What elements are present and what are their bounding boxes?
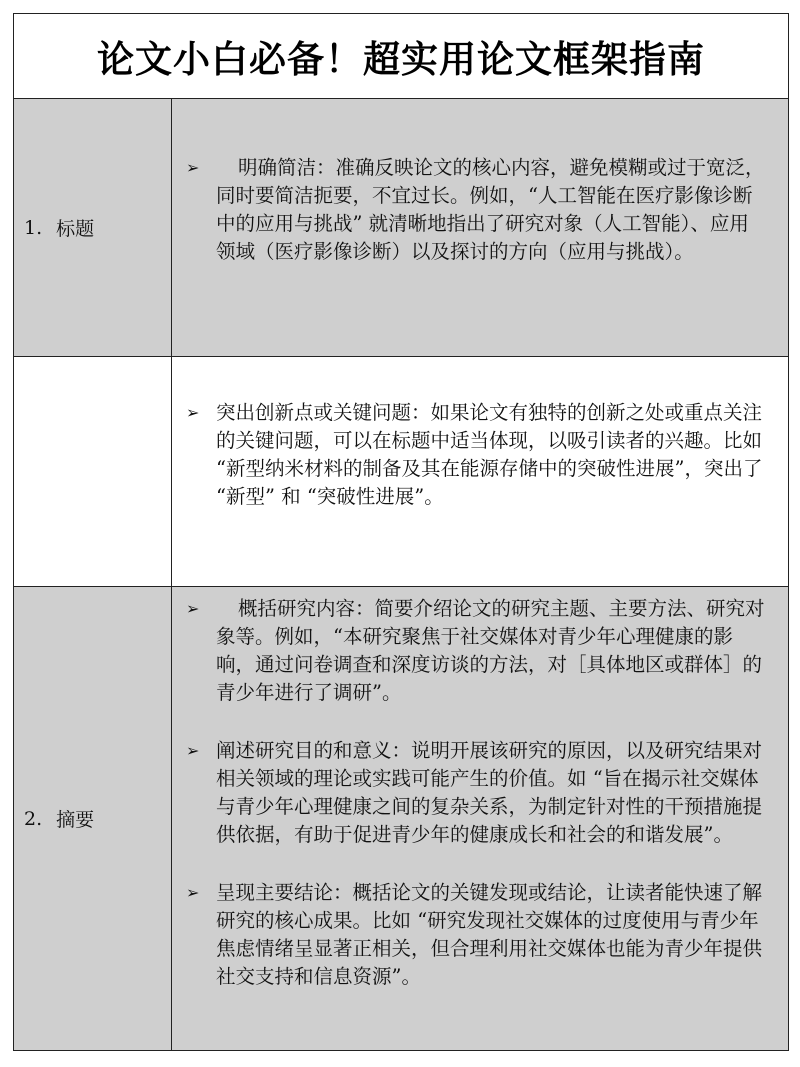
page-title: 论文小白必备！超实用论文框架指南 (14, 14, 788, 99)
section-number: 1. (24, 216, 43, 239)
list-item (186, 737, 768, 849)
arrow-bullet-icon: ➢ (186, 883, 200, 902)
bullet-text: 概括研究内容：简要介绍论文的研究主题、主要方法、研究对象等。例如，“本研究聚焦于社交媒体对青少年心理健康的影响，通过问卷调查和深度访谈的方法，对［具体地区或群体］的青少年进行了调研”。 (216, 597, 765, 704)
bullet-text: 呈现主要结论：概括论文的关键发现或结论，让读者能快速了解研究的核心成果。比如 “研究发现社交媒体的过度使用与青少年焦虑情绪呈显著正相关，但合理利用社交媒体也能为青少年提供社交支持和信息资源”。 (216, 881, 763, 988)
section-content (172, 99, 788, 356)
section-label (14, 587, 172, 1050)
arrow-bullet-icon: ➢ (186, 599, 200, 618)
table-row (14, 587, 788, 1050)
bullet-text: 阐述研究目的和意义：说明开展该研究的原因，以及研究结果对相关领域的理论或实践可能产生的价值。如 “旨在揭示社交媒体与青少年心理健康之间的复杂关系，为制定针对性的干预措施提供依据，有助于促进青少年的健康成长和社会的和谐发展”。 (216, 739, 763, 846)
table-row (14, 357, 788, 587)
section-number: 2. (24, 807, 43, 830)
list-item (186, 879, 768, 991)
section-title: 摘要 (56, 809, 95, 831)
bullet-text: 明确简洁：准确反映论文的核心内容，避免模糊或过于宽泛，同时要简洁扼要，不宜过长。例如，“人工智能在医疗影像诊断中的应用与挑战” 就清晰地指出了研究对象（人工智能）、应用领域（医疗影像诊断）以及探讨的方向（应用与挑战）。 (216, 156, 765, 263)
arrow-bullet-icon: ➢ (186, 158, 200, 177)
section-content (172, 357, 788, 586)
list-item (186, 154, 768, 266)
list-item (186, 399, 768, 511)
list-item (186, 595, 768, 707)
arrow-bullet-icon: ➢ (186, 403, 200, 422)
bullet-text: 突出创新点或关键问题：如果论文有独特的创新之处或重点关注的关键问题，可以在标题中适当体现，以吸引读者的兴趣。比如 “新型纳米材料的制备及其在能源存储中的突破性进展”，突出了 “新型” 和 “突破性进展”。 (216, 401, 763, 508)
table-row (14, 99, 788, 357)
section-content (172, 587, 788, 1050)
section-label (14, 357, 172, 586)
guide-table (13, 13, 789, 1051)
section-title: 标题 (56, 218, 95, 240)
section-label (14, 99, 172, 356)
arrow-bullet-icon: ➢ (186, 741, 200, 760)
